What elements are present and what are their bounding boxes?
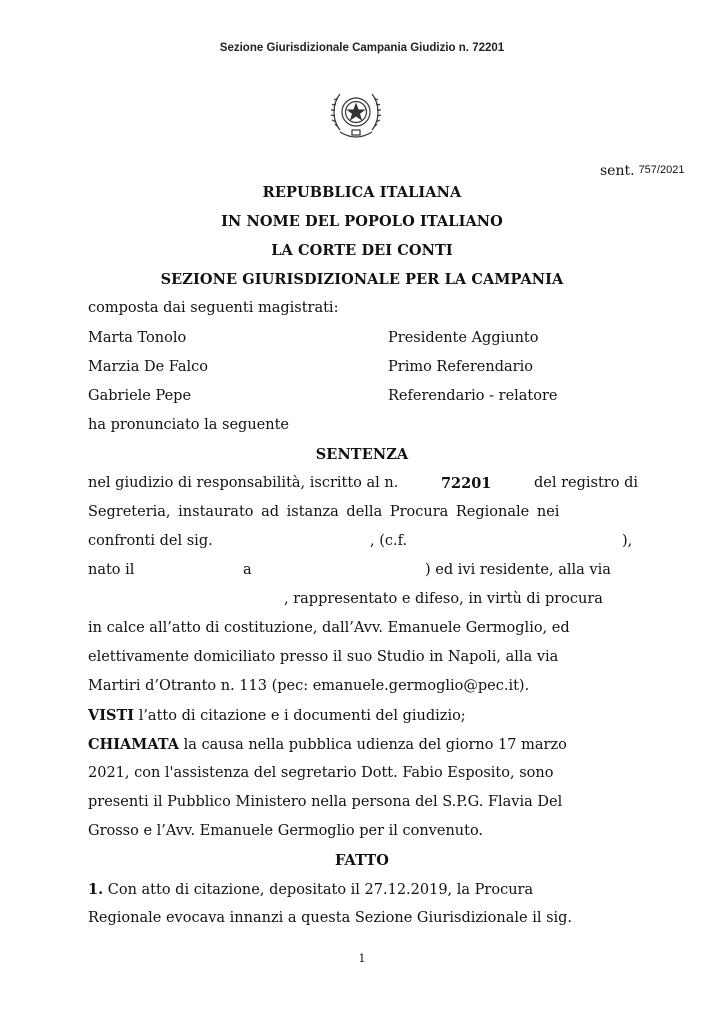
- magistrate-role: Referendario - relatore: [388, 388, 558, 404]
- sentence-label: sent.: [600, 163, 635, 179]
- body-text-close: ),: [622, 533, 633, 549]
- magistrate-name: Marta Tonolo: [88, 330, 187, 346]
- magistrate-role: Presidente Aggiunto: [388, 330, 539, 346]
- heading-republic: REPUBBLICA ITALIANA: [262, 184, 462, 201]
- fatto-text: Con atto di citazione, depositato il 27.12.2019, la Procura: [107, 882, 534, 898]
- fatto-title: FATTO: [334, 852, 390, 869]
- sentence-number-value: 757/2021: [638, 164, 685, 176]
- page-number: 1: [358, 952, 366, 965]
- body-line-12: Grosso e l’Avv. Emanuele Germoglio per il convenuto.: [88, 823, 484, 839]
- chiamata-text: la causa nella pubblica udienza del giorno 17 marzo: [183, 737, 567, 753]
- visti-keyword: VISTI: [88, 707, 135, 724]
- fatto-line-1: [88, 881, 533, 898]
- sentence-number: [600, 163, 684, 179]
- body-text: nel giudizio di responsabilità, iscritto al n.: [88, 475, 399, 491]
- case-number: 72201: [440, 475, 492, 492]
- italian-republic-emblem-icon: [330, 84, 382, 144]
- body-line-3: confronti del sig.: [88, 533, 213, 549]
- body-line-5: , rappresentato e difeso, in virtù di procura: [284, 591, 603, 607]
- body-text: del registro di: [533, 475, 638, 491]
- body-line-2: [88, 504, 638, 520]
- body-line-4: nato il: [88, 562, 135, 578]
- fatto-line-2: Regionale evocava innanzi a questa Sezione Giurisdizionale il sig.: [88, 910, 573, 926]
- body-line-8: Martiri d’Otranto n. 113 (pec: emanuele.germoglio@pec.it).: [88, 678, 530, 694]
- visti-text: l’atto di citazione e i documenti del giudizio;: [138, 708, 466, 724]
- heading-section: SEZIONE GIURISDIZIONALE PER LA CAMPANIA: [160, 271, 564, 288]
- body-line-7: elettivamente domiciliato presso il suo Studio in Napoli, alla via: [88, 649, 559, 665]
- fatto-number: 1.: [88, 881, 104, 898]
- body-text-residence: ) ed ivi residente, alla via: [425, 562, 611, 578]
- body-text-a: a: [243, 562, 252, 578]
- body-line-6: in calce all’atto di costituzione, dall’Avv. Emanuele Germoglio, ed: [88, 620, 570, 636]
- page-header: Sezione Giurisdizionale Campania Giudizio n. 72201: [219, 42, 505, 54]
- sentence-title: SENTENZA: [315, 446, 409, 463]
- heading-people: IN NOME DEL POPOLO ITALIANO: [221, 213, 503, 230]
- pronounced-line: ha pronunciato la seguente: [88, 417, 289, 433]
- body-line-11: presenti il Pubblico Ministero nella persona del S.P.G. Flavia Del: [88, 794, 563, 810]
- body-text-cf: , (c.f.: [370, 533, 408, 549]
- magistrate-role: Primo Referendario: [388, 359, 533, 375]
- heading-court: LA CORTE DEI CONTI: [271, 242, 453, 259]
- composition-intro: composta dai seguenti magistrati:: [88, 300, 339, 316]
- magistrate-name: Gabriele Pepe: [88, 388, 192, 404]
- body-text: Segreteria, instaurato ad istanza della Procura Regionale nei: [88, 504, 560, 520]
- chiamata-line: [88, 736, 567, 753]
- body-line-10: 2021, con l'assistenza del segretario Dott. Fabio Esposito, sono: [88, 765, 554, 781]
- visti-line: [88, 707, 466, 724]
- magistrate-name: Marzia De Falco: [88, 359, 208, 375]
- chiamata-keyword: CHIAMATA: [88, 736, 180, 753]
- body-line-1: [88, 475, 638, 492]
